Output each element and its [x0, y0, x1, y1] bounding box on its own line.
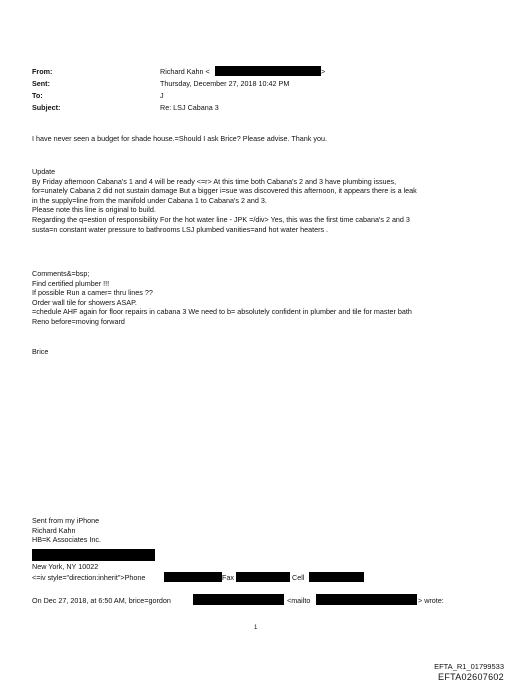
redaction-mailto	[316, 594, 417, 605]
from-trail: >	[321, 67, 326, 76]
signature-city: New York, NY 10022	[32, 562, 99, 571]
to-label: To:	[32, 91, 43, 100]
redaction-address	[32, 549, 155, 561]
bates-number-1: EFTA_R1_01799533	[434, 662, 504, 671]
subject-value: Re: LSJ Cabana 3	[160, 103, 219, 112]
signature-line: HB=K Associates Inc.	[32, 535, 101, 545]
comment-line: Order wall tile for showers ASAP.	[32, 297, 137, 307]
comment-line: =chedule AHF again for floor repairs in cabana 3 We need to b= absolutely confident in plumber and tile for master bath	[32, 307, 412, 317]
update-line: in the supply=line from the manifold under Cabana 1 to Cabana's 2 and 3.	[32, 195, 267, 205]
redaction-fax	[236, 572, 290, 582]
intro-text: I have never seen a budget for shade house.=Should I ask Brice? Please advise. Thank you.	[32, 134, 327, 143]
from-value: Richard Kahn <	[160, 67, 210, 76]
redaction-from-email	[215, 66, 321, 76]
redaction-phone	[164, 572, 222, 582]
to-value: J	[160, 91, 164, 100]
subject-label: Subject:	[32, 103, 61, 112]
from-label: From:	[32, 67, 53, 76]
redaction-quote-email	[193, 594, 284, 605]
signature-phone-label: <=iv style="direction:inherit">Phone	[32, 573, 146, 582]
sent-label: Sent:	[32, 79, 50, 88]
comment-line: Comments&=bsp;	[32, 269, 90, 278]
update-block	[32, 167, 417, 234]
update-line: Regarding the q=estion of responsibility For the hot water line - JPK =/div> Yes, this was the first time cabana's 2 and 3	[32, 214, 410, 224]
quote-prefix: On Dec 27, 2018, at 6:50 AM, brice=gordon	[32, 596, 171, 605]
update-line: Please note this line is original to build.	[32, 205, 156, 215]
quote-suffix: > wrote:	[418, 596, 444, 605]
sent-value: Thursday, December 27, 2018 10:42 PM	[160, 79, 290, 88]
update-line: By Friday afternoon Cabana's 1 and 4 will be ready <=r> At this time both Cabana's 2 and 3 have plumbing issues,	[32, 176, 397, 186]
quote-mailto: <mailto	[287, 596, 311, 605]
signature-cell-label: Cell	[292, 573, 305, 582]
comments-block	[32, 269, 412, 327]
signoff: Brice	[32, 347, 49, 356]
comment-line: If possible Run a camer= thru lines ??	[32, 288, 153, 298]
update-line: susta=n constant water pressure to bathrooms LSJ plumbed vanities=and hot water heaters .	[32, 224, 329, 234]
signature-line: Sent from my iPhone	[32, 516, 100, 525]
redaction-cell	[309, 572, 364, 582]
signature-fax-label: Fax	[222, 573, 234, 582]
update-line: for=unately Cabana 2 did not sustain damage But a bigger i=sue was discovered this afternoon, it appears there is a leak	[32, 186, 417, 196]
bates-number-2: EFTA02607602	[438, 672, 504, 682]
update-line: Update	[32, 167, 56, 176]
signature-block	[32, 516, 101, 545]
signature-line: Richard Kahn	[32, 525, 76, 535]
comment-line: Reno before=moving forward	[32, 316, 125, 326]
page-number: 1	[254, 625, 258, 631]
comment-line: Find certified plumber !!!	[32, 278, 110, 288]
